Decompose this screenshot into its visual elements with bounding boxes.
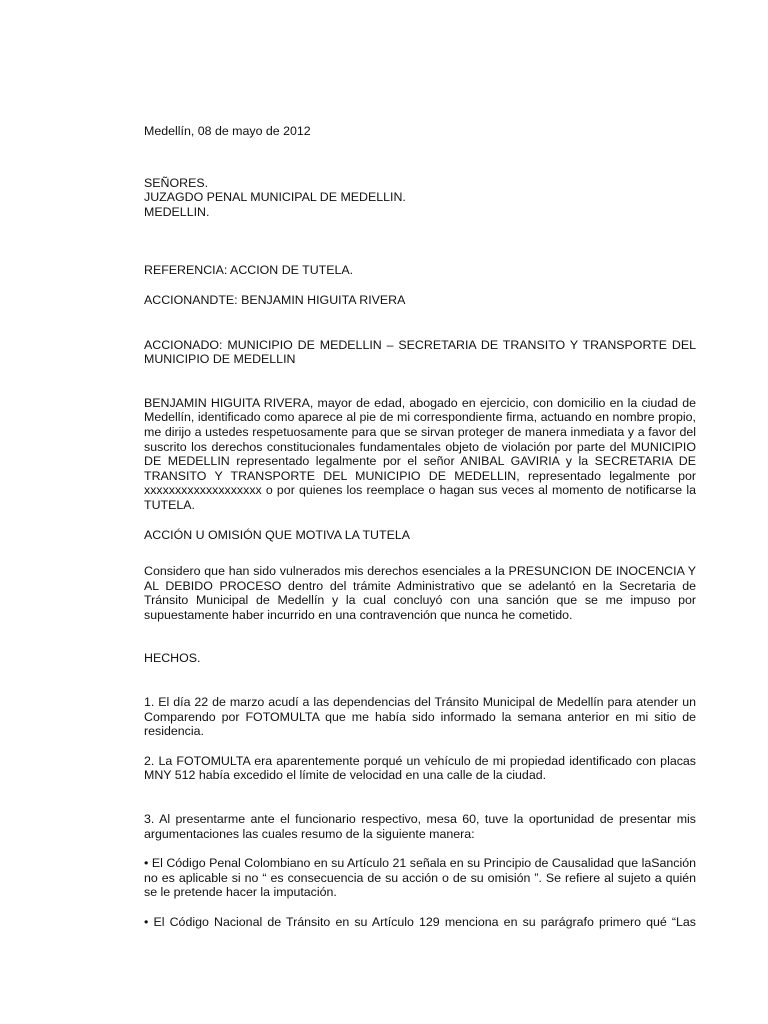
- date-line: Medellín, 08 de mayo de 2012: [144, 124, 311, 138]
- accion-heading: ACCIÓN U OMISIÓN QUE MOTIVA LA TUTELA: [144, 527, 410, 542]
- recipient-line-2: JUZAGDO PENAL MUNICIPAL DE MEDELLIN.: [144, 190, 406, 205]
- accionado-line-2: MUNICIPIO DE MEDELLIN: [144, 352, 296, 367]
- recipient-block: [144, 176, 696, 220]
- accionado-block: [144, 338, 696, 367]
- bullet-2-partial: • El Código Nacional de Tránsito en su Artículo 129 menciona en su parágrafo primero qué “Las: [144, 915, 696, 929]
- recipient-line-3: MEDELLIN.: [144, 204, 210, 219]
- hecho-1: 1. El día 22 de marzo acudí a las dependencias del Tránsito Municipal de Medellín para atender un Comparendo por FOTOMULTA que me había sido informado la semana anterior en mi sitio de residencia.: [144, 695, 696, 739]
- recipient-line-1: SEÑORES.: [144, 175, 209, 190]
- referencia-line: REFERENCIA: ACCION DE TUTELA.: [144, 263, 354, 278]
- hecho-2: 2. La FOTOMULTA era aparentemente porqué un vehículo de mi propiedad identificado con placas MNY 512 había excedido el límite de velocidad en una calle de la ciudad.: [144, 753, 696, 783]
- considero-paragraph: Considero que han sido vulnerados mis derechos esenciales a la PRESUNCION DE INOCENCIA Y AL DEBIDO PROCESO dentro del trámite Administrativo que se adelantó en la Secretaria de Tránsito Municipal de Medellín y la cual concluyó con una sanción que se me impuso por supuestamente haber incurrido en una contravención que nunca he cometido.: [144, 564, 696, 622]
- accionante-line: ACCIONANDTE: BENJAMIN HIGUITA RIVERA: [144, 292, 406, 307]
- hecho-3: 3. Al presentarme ante el funcionario respectivo, mesa 60, tuve la oportunidad de presentar mis argumentaciones las cuales resumo de la siguiente manera:: [144, 812, 696, 841]
- accionado-line-1: ACCIONADO: MUNICIPIO DE MEDELLIN – SECRETARIA DE TRANSITO Y TRANSPORTE DEL: [144, 337, 696, 352]
- bullet-1: • El Código Penal Colombiano en su Artículo 21 señala en su Principio de Causalidad que laSanción no es aplicable si no “ es consecuencia de su acción o de su omisión ”. Se refiere al sujeto a quién se le pretende hacer la imputación.: [144, 856, 696, 900]
- hechos-heading: HECHOS.: [144, 651, 201, 666]
- intro-paragraph: BENJAMIN HIGUITA RIVERA, mayor de edad, abogado en ejercicio, con domicilio en la ciudad de Medellín, identificado como aparece al pie de mi correspondiente firma, actuando en nombre propio, me dirijo a ustedes respetuosamente para que se sirvan proteger de manera inmediata y a favor del suscrito los derechos constitucionales fundamentales objeto de violación por parte del MUNICIPIO DE MEDELLIN representado legalmente por el señor ANIBAL GAVIRIA y la SECRETARIA DE TRANSITO Y TRANSPORTE DEL MUNICIPIO DE MEDELLIN, representado legalmente por xxxxxxxxxxxxxxxxxxx o por quienes los reemplace o hagan sus veces al momento de notificarse la TUTELA.: [144, 395, 696, 512]
